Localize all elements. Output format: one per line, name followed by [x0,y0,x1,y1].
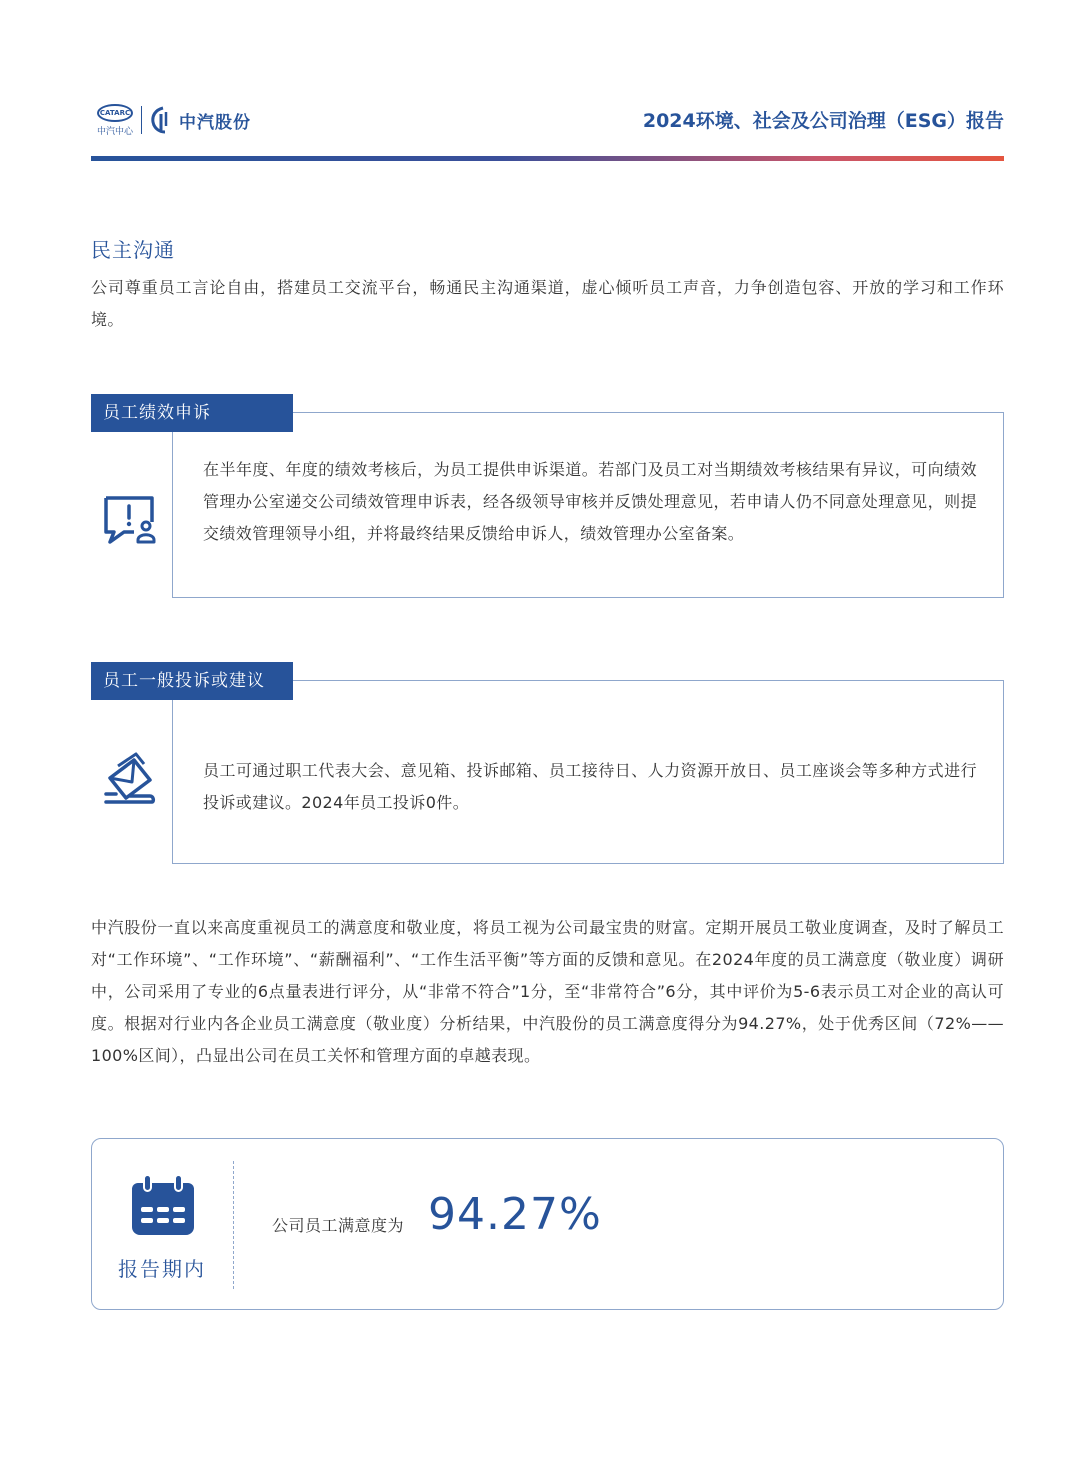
company-logo [91,100,251,140]
logo-separator [141,106,142,134]
calendar-icon [130,1175,196,1237]
appeal-text: 在半年度、年度的绩效考核后，为员工提供申诉渠道。若部门及员工对当期绩效考核结果有异议，可向绩效管理办公室递交公司绩效管理申诉表，经各级领导审核并反馈处理意见，若申请人仍不同意处理意见，则提交绩效管理领导小组，并将最终结果反馈给申诉人，绩效管理办公室备案。 [203,460,977,543]
section-title: 民主沟通 [91,238,175,262]
satisfaction-caption: 公司员工满意度为 [272,1216,405,1235]
appeal-box [172,412,1004,598]
catarc-logo-text: CATARC [99,109,131,117]
section-intro: 公司尊重员工言论自由，搭建员工交流平台，畅通民主沟通渠道，虚心倾听员工声音，力争创造包容、开放的学习和工作环境。 [91,278,1004,329]
mail-pen-icon [100,750,160,810]
company-mark-icon [149,106,175,134]
card-divider [233,1161,234,1289]
page-header [91,100,1004,140]
complaint-tag: 员工一般投诉或建议 [91,662,293,700]
complaint-text: 员工可通过职工代表大会、意见箱、投诉邮箱、员工接待日、人力资源开放日、员工座谈会等多种方式进行投诉或建议。2024年员工投诉0件。 [203,761,977,812]
header-gradient-bar [91,156,1004,161]
company-logo-text: 中汽股份 [179,113,251,133]
reporting-period-label: 报告期内 [118,1257,206,1281]
satisfaction-value: 94.27% [428,1189,602,1240]
appeal-chat-icon [100,492,160,552]
satisfaction-card [91,1138,1004,1310]
catarc-logo-sub: 中汽中心 [97,127,134,137]
report-title: 2024环境、社会及公司治理（ESG）报告 [642,110,1004,132]
catarc-logo [97,104,133,122]
complaint-box [172,680,1004,864]
appeal-tag: 员工绩效申诉 [91,394,293,432]
satisfaction-paragraph: 中汽股份一直以来高度重视员工的满意度和敬业度，将员工视为公司最宝贵的财富。定期开展员工敬业度调查，及时了解员工对“工作环境”、“工作环境”、“薪酬福利”、“工作生活平衡”等方面的反馈和意见。在2024年度的员工满意度（敬业度）调研中，公司采用了专业的6点量表进行评分，从“非常不符合”1分，至“非常符合”6分，其中评价为5-6表示员工对企业的高认可度。根据对行业内各企业员工满意度（敬业度）分析结果，中汽股份的员工满意度得分为94.27%，处于优秀区间（72%——100%区间），凸显出公司在员工关怀和管理方面的卓越表现。 [91,918,1004,1065]
